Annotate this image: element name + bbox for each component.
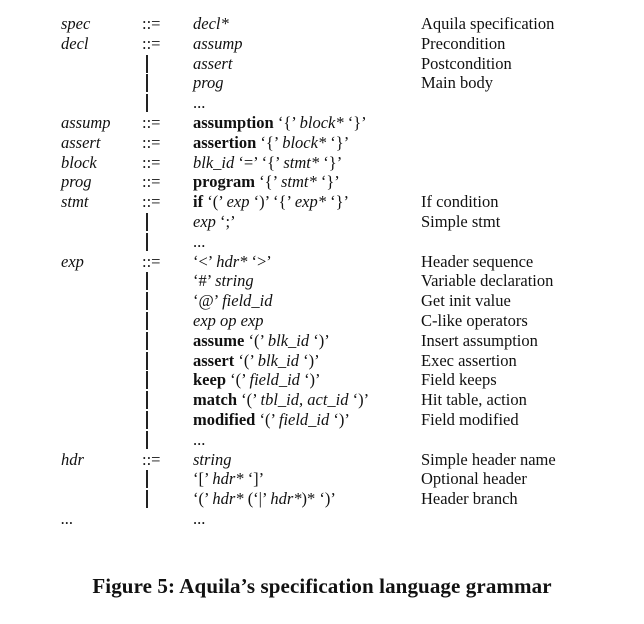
alternative-bar	[146, 94, 148, 112]
production-rhs	[193, 331, 330, 351]
nonterminal-lhs: prog	[61, 172, 92, 192]
production-description: Insert assumption	[421, 330, 538, 350]
symbol-token: blk_id	[267, 330, 310, 350]
literal-token: ...	[193, 231, 206, 251]
alternative-bar	[146, 213, 148, 231]
production-rhs	[193, 390, 369, 410]
symbol-token: stmt*	[280, 172, 317, 192]
production-rhs	[193, 34, 243, 54]
production-description: Precondition	[421, 33, 506, 53]
literal-token: ‘#’	[193, 271, 216, 291]
grammar-production	[0, 252, 644, 272]
grammar-production	[0, 469, 644, 489]
production-description: Aquila specification	[421, 14, 555, 33]
literal-token: ‘[’	[193, 469, 213, 489]
symbol-token: hdr*	[212, 469, 244, 489]
literal-token: ‘}’	[316, 172, 340, 192]
literal-token: ...	[193, 508, 206, 528]
literal-token: ‘)’ ‘{’	[249, 192, 295, 212]
literal-token: ‘(’	[226, 370, 250, 390]
keyword-token: assertion	[193, 132, 257, 152]
alternative-bar	[146, 490, 148, 508]
grammar-production	[0, 153, 644, 173]
production-rhs	[193, 113, 367, 133]
definition-operator: ::=	[142, 251, 161, 271]
literal-token: ‘)’	[329, 409, 350, 429]
production-rhs	[193, 93, 205, 113]
grammar-production	[0, 212, 644, 232]
literal-token: ‘}’	[326, 132, 350, 152]
symbol-token: blk_id	[193, 152, 235, 172]
production-rhs	[193, 311, 264, 331]
production-description: Get init value	[421, 291, 511, 311]
definition-operator: ::=	[142, 33, 161, 53]
nonterminal-lhs: assert	[61, 132, 101, 152]
grammar-production	[0, 390, 644, 410]
literal-token: ‘{’	[273, 112, 300, 132]
literal-token: ‘>’	[247, 251, 272, 271]
alternative-bar	[146, 292, 148, 310]
symbol-token: exp	[226, 192, 250, 212]
production-rhs	[193, 469, 264, 489]
alternative-bar	[146, 391, 148, 409]
production-description: Optional header	[421, 469, 527, 489]
literal-token: ‘(’	[203, 192, 227, 212]
nonterminal-lhs: decl	[61, 33, 89, 53]
literal-token: ‘)’	[309, 330, 330, 350]
grammar-production	[0, 370, 644, 390]
production-description: If condition	[421, 192, 499, 212]
literal-token: ‘(’	[193, 489, 213, 509]
literal-token: ‘)’	[299, 350, 320, 370]
nonterminal-lhs: ...	[61, 508, 74, 528]
grammar-production	[0, 172, 644, 192]
definition-operator: ::=	[142, 132, 161, 152]
symbol-token: hdr*	[212, 489, 244, 509]
figure-caption: Figure 5: Aquila’s specification language grammar	[92, 574, 552, 598]
symbol-token: block*	[282, 132, 327, 152]
grammar-production	[0, 450, 644, 470]
nonterminal-lhs: exp	[61, 251, 84, 271]
grammar-production	[0, 113, 644, 133]
grammar-production	[0, 430, 644, 450]
keyword-token: assumption	[193, 112, 274, 132]
symbol-token: exp*	[294, 192, 326, 212]
grammar-production	[0, 410, 644, 430]
production-rhs	[193, 192, 349, 212]
literal-token: ‘=’ ‘{’	[234, 152, 284, 172]
production-description: Simple stmt	[421, 211, 501, 231]
alternative-bar	[146, 411, 148, 429]
literal-token: ‘(’	[255, 409, 279, 429]
production-rhs	[193, 73, 224, 93]
alternative-bar	[146, 431, 148, 449]
grammar-production	[0, 291, 644, 311]
definition-operator: ::=	[142, 192, 161, 212]
symbol-token: field_id	[222, 291, 273, 311]
grammar-production	[0, 133, 644, 153]
production-rhs	[193, 489, 336, 509]
grammar-production	[0, 232, 644, 252]
production-description: Main body	[421, 73, 493, 93]
definition-operator: ::=	[142, 449, 161, 469]
alternative-bar	[146, 312, 148, 330]
production-rhs	[193, 133, 349, 153]
definition-operator: ::=	[142, 112, 161, 132]
grammar-production	[0, 271, 644, 291]
symbol-token: stmt*	[283, 152, 320, 172]
symbol-token: assert	[193, 53, 233, 73]
symbol-token: string	[193, 449, 232, 469]
keyword-token: program	[193, 172, 256, 192]
nonterminal-lhs: spec	[61, 14, 91, 33]
symbol-token: tbl_id, act_id	[260, 390, 349, 410]
definition-operator: ::=	[142, 172, 161, 192]
grammar-production	[0, 73, 644, 93]
production-rhs	[193, 54, 232, 74]
symbol-token: decl*	[193, 14, 229, 33]
keyword-token: modified	[193, 409, 256, 429]
production-rhs	[193, 153, 342, 173]
keyword-token: match	[193, 390, 237, 410]
alternative-bar	[146, 332, 148, 350]
production-rhs	[193, 351, 320, 371]
production-rhs	[193, 410, 350, 430]
symbol-token: block*	[299, 112, 344, 132]
nonterminal-lhs: assump	[61, 112, 111, 132]
production-rhs	[193, 370, 321, 390]
production-rhs	[193, 291, 273, 311]
alternative-bar	[146, 352, 148, 370]
grammar-table	[0, 14, 644, 529]
literal-token: ‘]’	[243, 469, 265, 489]
literal-token: ‘(’	[237, 390, 261, 410]
grammar-production	[0, 311, 644, 331]
definition-operator: ::=	[142, 152, 161, 172]
keyword-token: if	[193, 192, 204, 212]
literal-token: ‘(’	[244, 330, 268, 350]
symbol-token: field_id	[278, 409, 330, 429]
alternative-bar	[146, 233, 148, 251]
nonterminal-lhs: stmt	[61, 192, 89, 212]
production-description: Field modified	[421, 409, 519, 429]
literal-token: ‘<’	[193, 251, 217, 271]
alternative-bar	[146, 371, 148, 389]
literal-token: ‘)’	[348, 390, 370, 410]
grammar-production	[0, 489, 644, 509]
symbol-token: exp op exp	[193, 310, 264, 330]
grammar-production	[0, 93, 644, 113]
nonterminal-lhs: block	[61, 152, 97, 172]
keyword-token: keep	[193, 370, 226, 390]
keyword-token: assert	[193, 350, 235, 370]
alternative-bar	[146, 55, 148, 73]
grammar-production	[0, 54, 644, 74]
production-rhs	[193, 252, 272, 272]
symbol-token: assump	[193, 33, 243, 53]
symbol-token: hdr*	[216, 251, 248, 271]
literal-token: ‘}’	[343, 112, 367, 132]
production-rhs	[193, 450, 232, 470]
literal-token: ...	[193, 429, 206, 449]
production-description: Exec assertion	[421, 350, 517, 370]
literal-token: ‘;’	[215, 211, 236, 231]
production-description: Postcondition	[421, 53, 512, 73]
literal-token: ...	[193, 93, 206, 113]
alternative-bar	[146, 74, 148, 92]
grammar-production	[0, 509, 644, 529]
symbol-token: hdr*	[270, 489, 302, 509]
production-description: C-like operators	[421, 310, 528, 330]
literal-token: )* ‘)’	[301, 489, 336, 509]
production-description: Header sequence	[421, 251, 534, 271]
symbol-token: string	[215, 271, 254, 291]
production-description: Field keeps	[421, 370, 497, 390]
grammar-production	[0, 331, 644, 351]
production-description: Header branch	[421, 489, 518, 509]
grammar-production	[0, 14, 644, 34]
grammar-production	[0, 192, 644, 212]
definition-operator: ::=	[142, 14, 161, 33]
symbol-token: blk_id	[257, 350, 299, 370]
nonterminal-lhs: hdr	[61, 449, 84, 469]
literal-token: ‘)’	[299, 370, 321, 390]
production-rhs	[193, 212, 236, 232]
production-rhs	[193, 509, 205, 529]
symbol-token: prog	[193, 73, 224, 93]
production-rhs	[193, 14, 229, 34]
keyword-token: assume	[193, 330, 245, 350]
production-rhs	[193, 172, 340, 192]
literal-token: ‘(’	[234, 350, 258, 370]
production-description: Variable declaration	[421, 271, 554, 291]
production-rhs	[193, 232, 205, 252]
literal-token: ‘{’	[256, 132, 283, 152]
grammar-production	[0, 34, 644, 54]
literal-token: ‘}’	[319, 152, 343, 172]
literal-token: (‘|’	[243, 489, 271, 509]
production-rhs	[193, 430, 205, 450]
symbol-token: exp	[193, 211, 216, 231]
symbol-token: field_id	[249, 370, 300, 390]
alternative-bar	[146, 272, 148, 290]
production-description: Hit table, action	[421, 390, 527, 410]
production-description: Simple header name	[421, 449, 556, 469]
grammar-production	[0, 351, 644, 371]
production-rhs	[193, 271, 254, 291]
literal-token: ‘}’	[326, 192, 350, 212]
literal-token: ‘@’	[193, 291, 223, 311]
literal-token: ‘{’	[255, 172, 281, 192]
alternative-bar	[146, 470, 148, 488]
